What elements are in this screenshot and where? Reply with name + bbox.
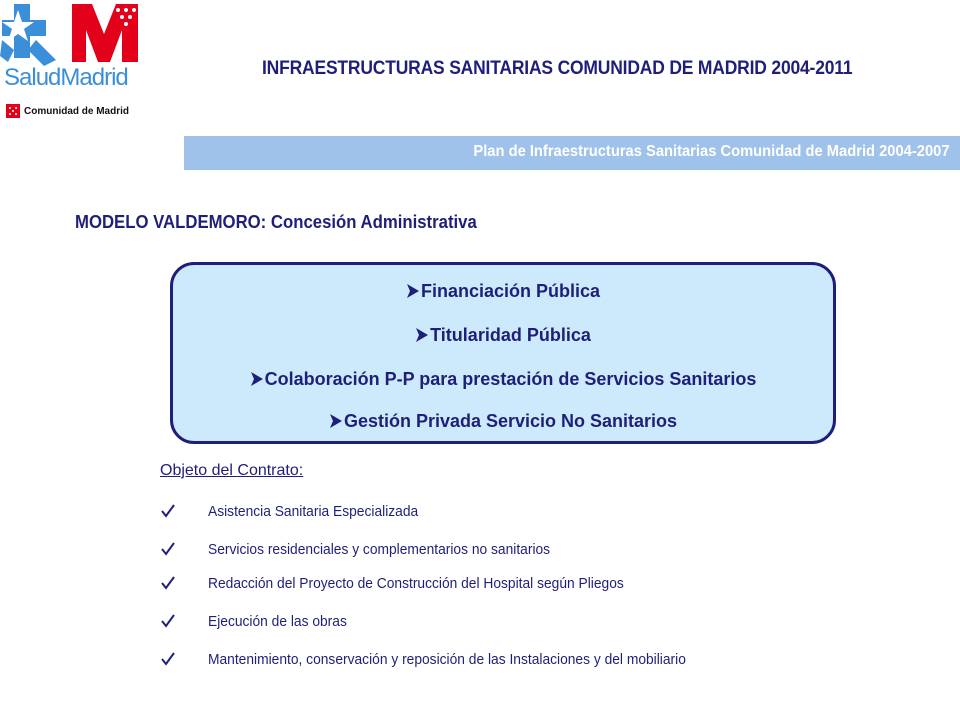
- page-title: INFRAESTRUCTURAS SANITARIAS COMUNIDAD DE MADRID 2004-2011: [262, 58, 853, 79]
- checkmark-icon: [160, 541, 176, 557]
- feature-item: [173, 369, 833, 390]
- checkmark-icon: [160, 613, 176, 629]
- list-item: [160, 503, 419, 522]
- feature-box: [170, 262, 836, 444]
- list-item: [160, 613, 347, 632]
- subtitle-text: Plan de Infraestructuras Sanitarias Comunidad de Madrid 2004-2007: [473, 143, 950, 160]
- checkmark-icon: [160, 651, 176, 667]
- feature-item: [173, 411, 833, 432]
- contract-title: Objeto del Contrato:: [160, 462, 304, 479]
- list-item: [160, 575, 624, 594]
- list-item-label: Redacción del Proyecto de Construcción del Hospital según Pliegos: [208, 575, 624, 592]
- list-item-label: Mantenimiento, conservación y reposición de las Instalaciones y del mobiliario: [208, 651, 686, 668]
- feature-item: [173, 281, 833, 302]
- feature-label: Financiación Pública: [420, 281, 601, 301]
- arrowhead-icon: [250, 371, 264, 387]
- arrowhead-icon: [406, 283, 420, 299]
- list-item-label: Asistencia Sanitaria Especializada: [208, 503, 419, 520]
- feature-item: [173, 325, 833, 346]
- subtitle-banner: [184, 136, 960, 170]
- brand-name: SaludMadrid: [4, 64, 128, 91]
- list-item: [160, 541, 551, 560]
- org-name: Comunidad de Madrid: [24, 106, 129, 117]
- arrowhead-icon: [415, 327, 429, 343]
- feature-label: Gestión Privada Servicio No Sanitarios: [343, 411, 678, 431]
- feature-label: Colaboración P-P para prestación de Servicios Sanitarios: [264, 369, 757, 389]
- arrowhead-icon: [329, 413, 343, 429]
- checkmark-icon: [160, 503, 176, 519]
- saludmadrid-logo: [0, 0, 160, 130]
- list-item: [160, 651, 686, 670]
- feature-label: Titularidad Pública: [430, 325, 591, 345]
- list-item-label: Servicios residenciales y complementarios no sanitarios: [208, 541, 551, 558]
- checkmark-icon: [160, 575, 176, 591]
- list-item-label: Ejecución de las obras: [208, 613, 347, 630]
- section-heading: MODELO VALDEMORO: Concesión Administrativa: [75, 212, 477, 232]
